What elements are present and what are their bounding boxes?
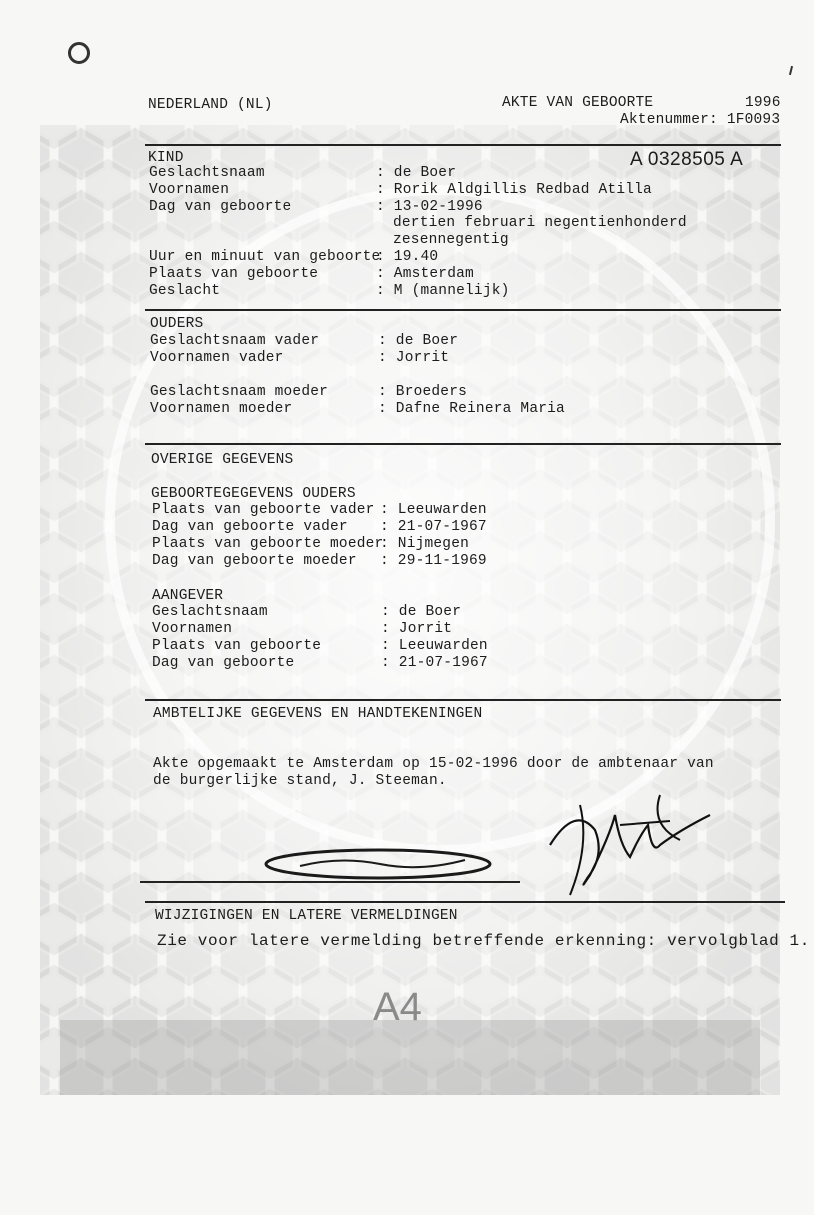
field-label: Uur en minuut van geboorte	[149, 249, 381, 265]
field-value: : Jorrit	[378, 350, 450, 366]
punch-hole-mark	[68, 42, 90, 64]
field-label: Plaats van geboorte	[149, 266, 319, 282]
divider-line	[145, 144, 781, 146]
field-value: : Broeders	[378, 384, 468, 400]
field-label: Dag van geboorte	[149, 199, 292, 215]
field-label: Geslachtsnaam moeder	[150, 384, 329, 400]
document-year: 1996	[745, 95, 781, 111]
field-value: zesennegentig	[393, 232, 509, 248]
field-value: : 13-02-1996	[376, 199, 483, 215]
field-value: : 21-07-1967	[380, 519, 487, 535]
field-value: : M (mannelijk)	[376, 283, 510, 299]
field-label: Plaats van geboorte moeder	[152, 536, 384, 552]
divider-line	[145, 443, 781, 445]
paper-size-mark: A4	[373, 985, 422, 1029]
signature-line	[140, 881, 520, 883]
field-label: Geslachtsnaam	[152, 604, 268, 620]
section-heading-ouders: OUDERS	[150, 316, 204, 332]
field-label: Dag van geboorte vader	[152, 519, 348, 535]
field-value: : de Boer	[378, 333, 459, 349]
document-title: AKTE VAN GEBOORTE	[502, 95, 654, 111]
field-value: : 21-07-1967	[381, 655, 488, 671]
section-heading-kind: KIND	[148, 150, 184, 166]
official-statement-line: de burgerlijke stand, J. Steeman.	[153, 773, 447, 789]
country-label: NEDERLAND (NL)	[148, 97, 273, 113]
field-value: : Jorrit	[381, 621, 453, 637]
divider-line	[145, 901, 785, 903]
field-value: : de Boer	[381, 604, 462, 620]
subsection-heading: GEBOORTEGEGEVENS OUDERS	[151, 486, 356, 502]
field-value: dertien februari negentienhonderd	[393, 215, 687, 231]
field-label: Geslachtsnaam	[149, 165, 265, 181]
field-label: Geslachtsnaam vader	[150, 333, 320, 349]
section-heading-wijzigingen: WIJZIGINGEN EN LATERE VERMELDINGEN	[155, 908, 458, 924]
field-value: : 19.40	[376, 249, 439, 265]
section-heading-ambtelijk: AMBTELIJKE GEGEVENS EN HANDTEKENINGEN	[153, 706, 483, 722]
divider-line	[145, 699, 781, 701]
aktenummer: Aktenummer: 1F0093	[620, 112, 781, 128]
field-value: : Leeuwarden	[381, 638, 488, 654]
field-value: : Nijmegen	[380, 536, 470, 552]
subsection-heading: AANGEVER	[152, 588, 224, 604]
field-value: : de Boer	[376, 165, 457, 181]
field-label: Voornamen	[149, 182, 230, 198]
field-label: Dag van geboorte	[152, 655, 295, 671]
field-label: Voornamen	[152, 621, 233, 637]
field-label: Voornamen vader	[150, 350, 284, 366]
field-label: Dag van geboorte moeder	[152, 553, 357, 569]
amendment-note: Zie voor latere vermelding betreffende erkenning: vervolgblad 1.	[157, 932, 810, 950]
serial-number: A 0328505 A	[630, 149, 744, 170]
field-label: Plaats van geboorte vader	[152, 502, 375, 518]
section-heading-overige: OVERIGE GEGEVENS	[151, 452, 294, 468]
field-value: : 29-11-1969	[380, 553, 487, 569]
field-value: : Amsterdam	[376, 266, 474, 282]
field-value: : Leeuwarden	[380, 502, 487, 518]
handwritten-signature	[520, 785, 730, 905]
field-label: Plaats van geboorte	[152, 638, 322, 654]
field-value: : Dafne Reinera Maria	[378, 401, 565, 417]
field-value: : Rorik Aldgillis Redbad Atilla	[376, 182, 652, 198]
field-label: Voornamen moeder	[150, 401, 293, 417]
divider-line	[145, 309, 781, 311]
field-label: Geslacht	[149, 283, 221, 299]
official-statement-line: Akte opgemaakt te Amsterdam op 15-02-1996 door de ambtenaar van	[153, 756, 714, 772]
